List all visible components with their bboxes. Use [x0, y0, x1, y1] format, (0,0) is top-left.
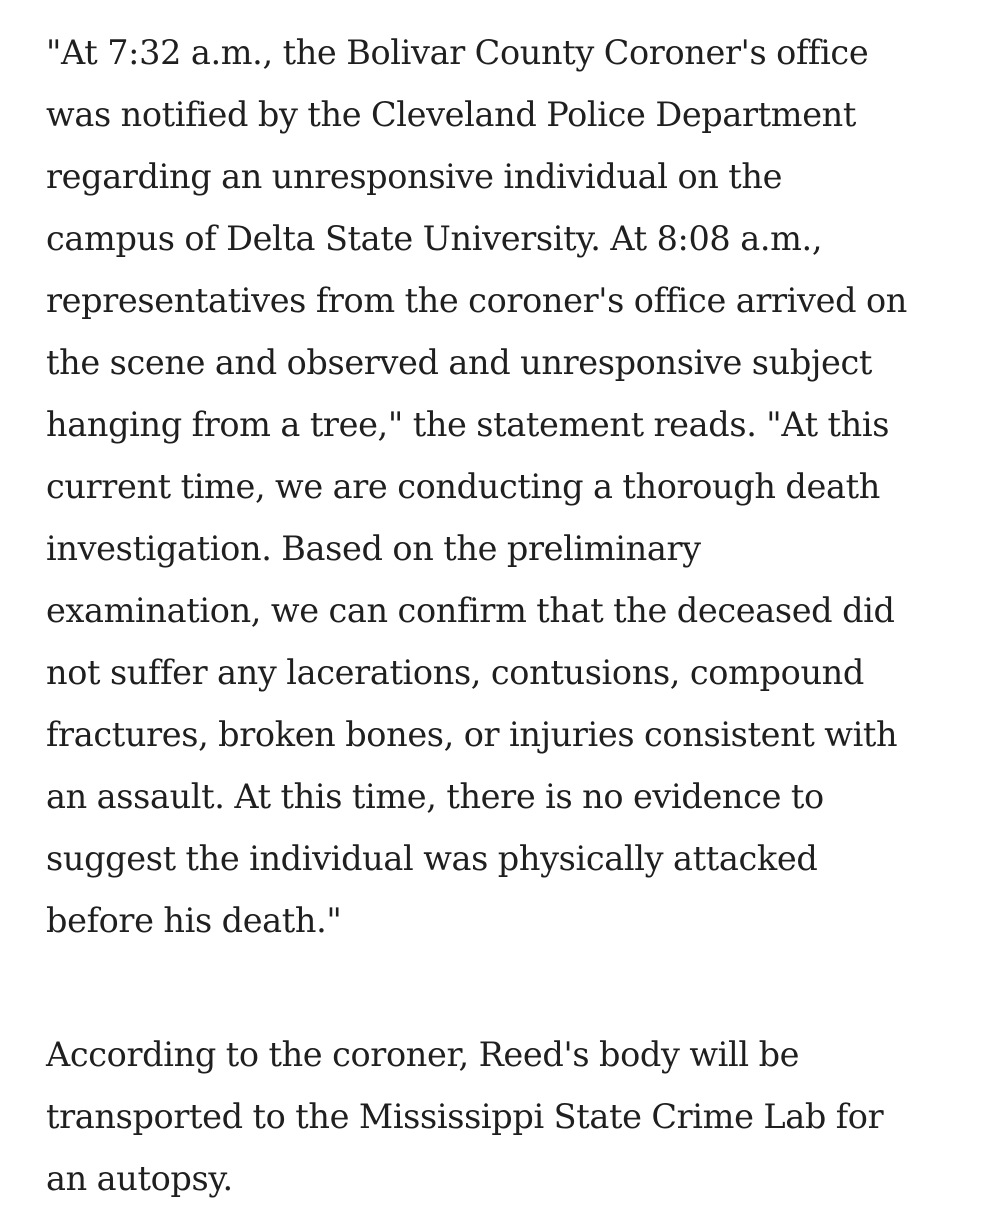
text-line: campus of Delta State University. At 8:08 a.m.,: [46, 219, 823, 258]
text-line: an assault. At this time, there is no evidence to: [46, 777, 824, 816]
text-line: current time, we are conducting a thorough death: [46, 467, 880, 506]
coroner-statement-paragraph: [46, 22, 976, 952]
text-line: transported to the Mississippi State Crime Lab for: [46, 1097, 884, 1136]
autopsy-paragraph: [46, 1024, 976, 1210]
text-line: regarding an unresponsive individual on the: [46, 157, 783, 196]
text-line: the scene and observed and unresponsive subject: [46, 343, 872, 382]
text-line: not suffer any lacerations, contusions, compound: [46, 653, 864, 692]
text-line: fractures, broken bones, or injuries consistent with: [46, 715, 898, 754]
text-line: examination, we can confirm that the deceased did: [46, 591, 895, 630]
text-line: According to the coroner, Reed's body will be: [46, 1035, 800, 1074]
text-line: hanging from a tree," the statement reads. "At this: [46, 405, 890, 444]
article-body: [46, 22, 976, 1210]
text-line: an autopsy.: [46, 1159, 233, 1198]
text-line: suggest the individual was physically attacked: [46, 839, 818, 878]
text-line: before his death.": [46, 901, 342, 940]
text-line: representatives from the coroner's office arrived on: [46, 281, 908, 320]
text-line: was notified by the Cleveland Police Department: [46, 95, 857, 134]
text-line: "At 7:32 a.m., the Bolivar County Coroner's office: [46, 33, 869, 72]
text-line: investigation. Based on the preliminary: [46, 529, 701, 568]
